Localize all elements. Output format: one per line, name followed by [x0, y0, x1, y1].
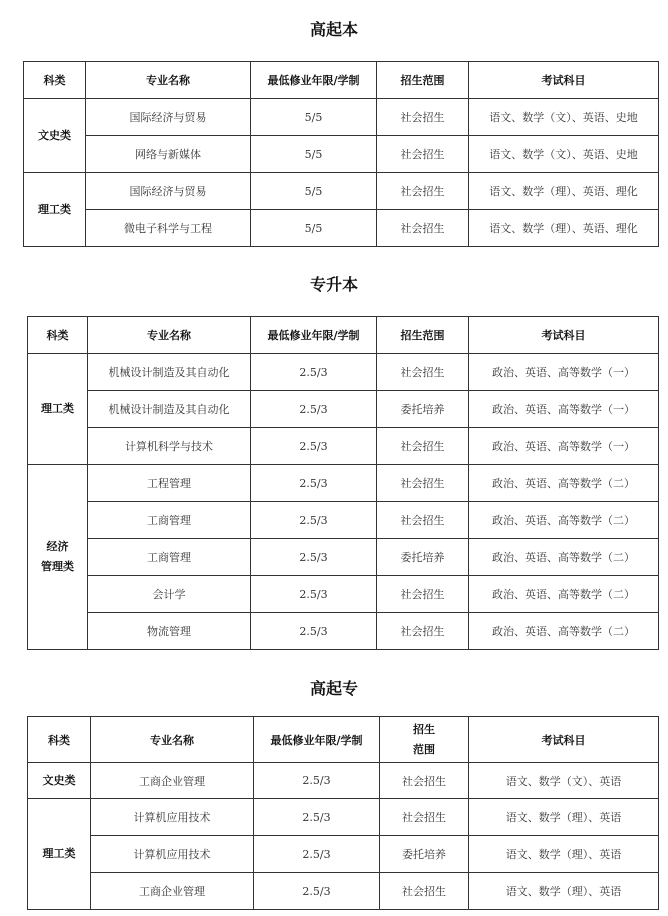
scope-cell: 社会招生	[380, 763, 469, 799]
header-scope: 招生范围	[377, 62, 469, 99]
category-cell	[28, 465, 88, 650]
category-line: 经济	[46, 540, 69, 553]
subjects-cell: 政治、英语、高等数学（二）	[469, 576, 659, 613]
category-cell: 理工类	[28, 799, 91, 910]
subjects-cell: 语文、数学（文）、英语	[469, 763, 659, 799]
table-header-row	[28, 317, 659, 354]
scope-cell: 社会招生	[377, 576, 469, 613]
table-row	[28, 763, 659, 799]
scope-cell: 委托培养	[380, 836, 469, 873]
header-subjects: 考试科目	[469, 317, 659, 354]
header-years: 最低修业年限/学制	[251, 317, 377, 354]
header-scope-line: 范围	[413, 742, 435, 756]
table-gaoqiben	[23, 61, 659, 247]
scope-cell: 社会招生	[377, 210, 469, 247]
table-gaoqizhuan	[27, 716, 659, 910]
scope-cell: 社会招生	[380, 799, 469, 836]
major-cell: 物流管理	[88, 613, 251, 650]
subjects-cell: 政治、英语、高等数学（二）	[469, 465, 659, 502]
major-cell: 机械设计制造及其自动化	[88, 354, 251, 391]
subjects-cell: 语文、数学（理）、英语	[469, 836, 659, 873]
years-cell: 2.5/3	[254, 763, 380, 799]
major-cell: 工商企业管理	[91, 873, 254, 910]
years-cell: 2.5/3	[254, 873, 380, 910]
table-row	[24, 99, 659, 136]
major-cell: 工商管理	[88, 502, 251, 539]
years-cell: 2.5/3	[251, 391, 377, 428]
table-row	[28, 502, 659, 539]
subjects-cell: 语文、数学（理）、英语	[469, 799, 659, 836]
years-cell: 2.5/3	[251, 613, 377, 650]
table-row	[24, 210, 659, 247]
major-cell: 会计学	[88, 576, 251, 613]
scope-cell: 社会招生	[377, 136, 469, 173]
table-header-row	[28, 717, 659, 763]
header-scope: 招生范围	[377, 317, 469, 354]
scope-cell: 社会招生	[380, 873, 469, 910]
years-cell: 2.5/3	[251, 428, 377, 465]
table-row	[28, 873, 659, 910]
subjects-cell: 政治、英语、高等数学（一）	[469, 391, 659, 428]
header-years: 最低修业年限/学制	[254, 717, 380, 763]
scope-cell: 委托培养	[377, 539, 469, 576]
table-row	[28, 613, 659, 650]
major-cell: 微电子科学与工程	[86, 210, 251, 247]
header-category: 科类	[28, 317, 88, 354]
header-subjects: 考试科目	[469, 62, 659, 99]
table-row	[28, 836, 659, 873]
section-title-gaoqizhuan: 高起专	[309, 679, 358, 698]
header-years: 最低修业年限/学制	[251, 62, 377, 99]
header-category: 科类	[24, 62, 86, 99]
major-cell: 工程管理	[88, 465, 251, 502]
category-cell: 理工类	[24, 173, 86, 247]
subjects-cell: 政治、英语、高等数学（二）	[469, 539, 659, 576]
years-cell: 5/5	[251, 210, 377, 247]
years-cell: 5/5	[251, 136, 377, 173]
category-line: 管理类	[41, 560, 74, 573]
major-cell: 机械设计制造及其自动化	[88, 391, 251, 428]
table-row	[28, 428, 659, 465]
section-title-zhuanshengben: 专升本	[309, 275, 358, 294]
subjects-cell: 语文、数学（理）、英语	[469, 873, 659, 910]
subjects-cell: 语文、数学（文）、英语、史地	[469, 136, 659, 173]
subjects-cell: 政治、英语、高等数学（二）	[469, 613, 659, 650]
header-major: 专业名称	[91, 717, 254, 763]
years-cell: 2.5/3	[251, 539, 377, 576]
table-row	[28, 354, 659, 391]
header-subjects: 考试科目	[469, 717, 659, 763]
major-cell: 国际经济与贸易	[86, 173, 251, 210]
header-major: 专业名称	[86, 62, 251, 99]
subjects-cell: 语文、数学（理）、英语、理化	[469, 210, 659, 247]
major-cell: 计算机应用技术	[91, 799, 254, 836]
category-cell: 文史类	[28, 763, 91, 799]
major-cell: 网络与新媒体	[86, 136, 251, 173]
category-cell: 文史类	[24, 99, 86, 173]
years-cell: 2.5/3	[254, 836, 380, 873]
table-zhuanshengben	[27, 316, 659, 650]
table-row	[24, 136, 659, 173]
years-cell: 2.5/3	[254, 799, 380, 836]
scope-cell: 社会招生	[377, 502, 469, 539]
subjects-cell: 政治、英语、高等数学（二）	[469, 502, 659, 539]
table-row	[28, 576, 659, 613]
subjects-cell: 语文、数学（文）、英语、史地	[469, 99, 659, 136]
header-scope	[380, 717, 469, 763]
scope-cell: 社会招生	[377, 173, 469, 210]
major-cell: 计算机应用技术	[91, 836, 254, 873]
header-major: 专业名称	[88, 317, 251, 354]
subjects-cell: 政治、英语、高等数学（一）	[469, 428, 659, 465]
table-row	[28, 539, 659, 576]
subjects-cell: 语文、数学（理）、英语、理化	[469, 173, 659, 210]
table-row	[28, 465, 659, 502]
table-row	[28, 799, 659, 836]
scope-cell: 社会招生	[377, 428, 469, 465]
major-cell: 工商管理	[88, 539, 251, 576]
scope-cell: 社会招生	[377, 613, 469, 650]
major-cell: 计算机科学与技术	[88, 428, 251, 465]
table-row	[24, 173, 659, 210]
scope-cell: 社会招生	[377, 99, 469, 136]
section-title-gaoqiben: 高起本	[309, 20, 358, 39]
years-cell: 2.5/3	[251, 576, 377, 613]
years-cell: 5/5	[251, 173, 377, 210]
scope-cell: 社会招生	[377, 465, 469, 502]
years-cell: 2.5/3	[251, 502, 377, 539]
scope-cell: 委托培养	[377, 391, 469, 428]
header-scope-line: 招生	[413, 722, 435, 736]
major-cell: 工商企业管理	[91, 763, 254, 799]
table-row	[28, 391, 659, 428]
years-cell: 2.5/3	[251, 465, 377, 502]
years-cell: 5/5	[251, 99, 377, 136]
category-cell: 理工类	[28, 354, 88, 465]
years-cell: 2.5/3	[251, 354, 377, 391]
table-header-row	[24, 62, 659, 99]
subjects-cell: 政治、英语、高等数学（一）	[469, 354, 659, 391]
scope-cell: 社会招生	[377, 354, 469, 391]
header-category: 科类	[28, 717, 91, 763]
major-cell: 国际经济与贸易	[86, 99, 251, 136]
